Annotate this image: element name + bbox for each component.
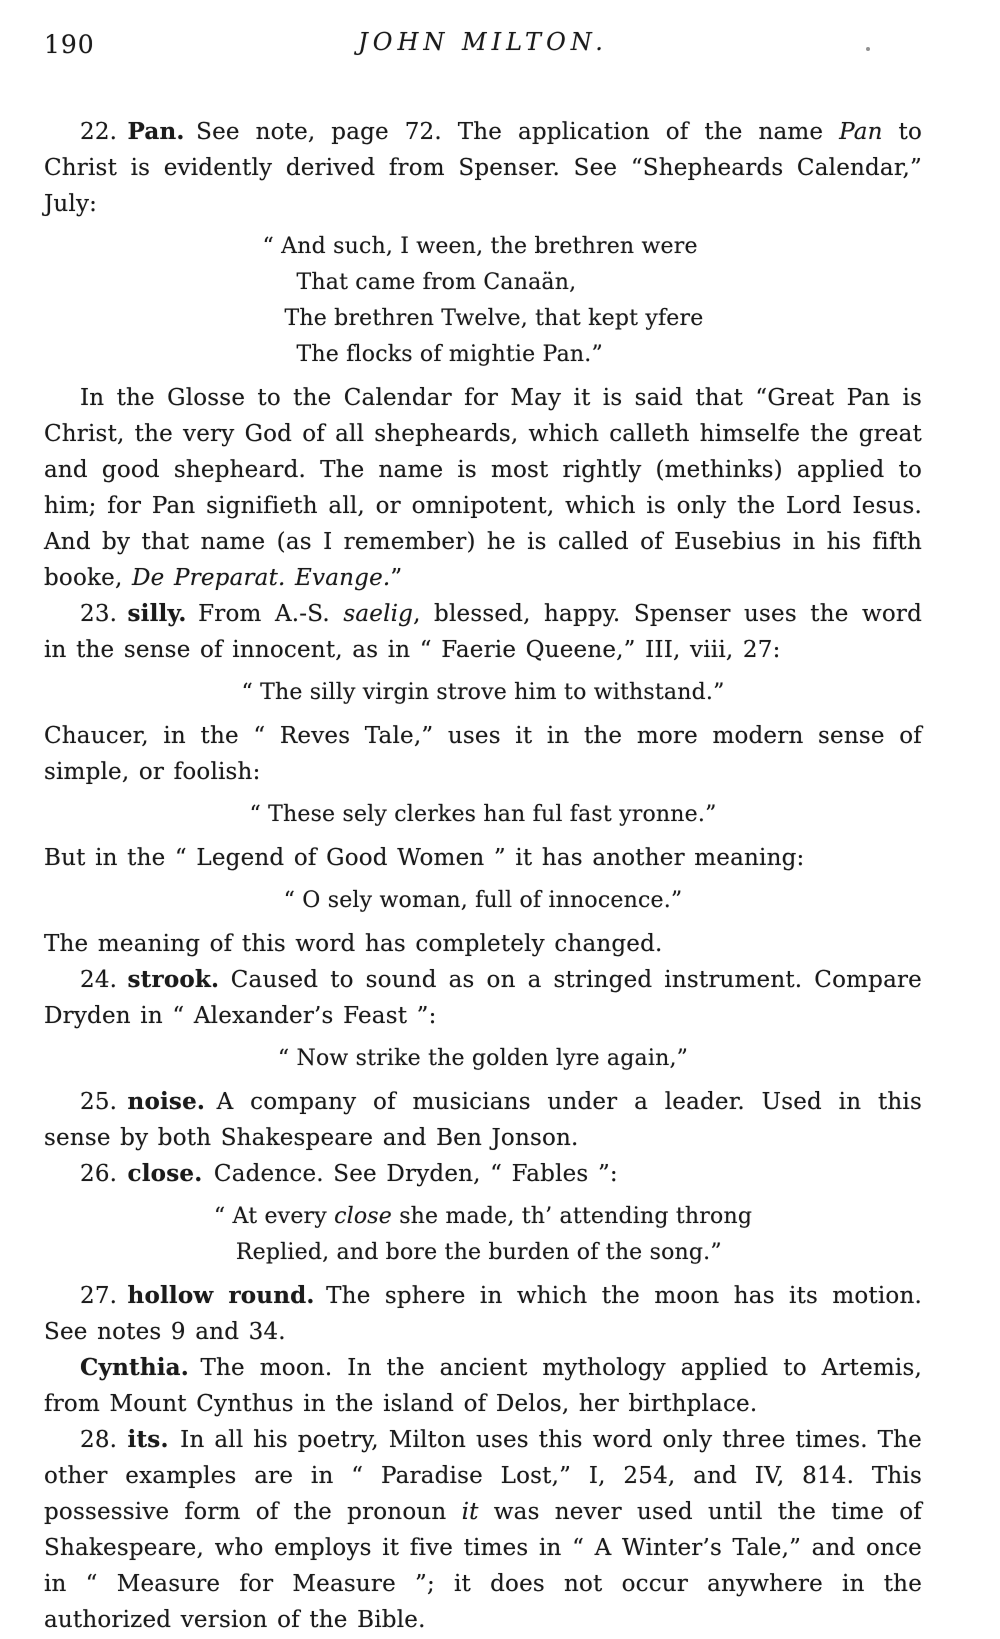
- note-number: 24.: [80, 967, 118, 993]
- para-glosse: [44, 380, 922, 596]
- verse-line: [263, 337, 704, 373]
- verse-shepheards-calendar: [263, 229, 704, 373]
- note-number: 22.: [80, 119, 118, 145]
- text-run: Caused to sound as on a stringed instrument. Compare Dryden in “ Alexander’s Feast ”:: [44, 967, 922, 1029]
- para-chaucer: [44, 718, 922, 790]
- text-run: she made, th’ attending throng: [392, 1204, 753, 1229]
- verse-line: [263, 229, 704, 265]
- scan-speck: [866, 47, 870, 51]
- note-term: noise.: [127, 1088, 206, 1115]
- text-run: Chaucer, in the “ Reves Tale,” uses it in the more modern sense of simple, or foolish:: [44, 723, 922, 785]
- text-run-italic: close: [334, 1204, 392, 1229]
- page-header: [44, 28, 922, 62]
- note-23: [44, 596, 922, 668]
- note-number: 25.: [80, 1089, 118, 1115]
- note-24: [44, 962, 922, 1034]
- text-run-italic: Pan: [839, 119, 883, 145]
- text-run: From A.-S.: [198, 601, 344, 627]
- note-25: [44, 1084, 922, 1156]
- text-run: See note, page 72. The application of the name: [196, 119, 840, 145]
- verse-line: [263, 301, 704, 337]
- text-run: Cadence. See Dryden, “ Fables ”:: [213, 1161, 618, 1187]
- text-run: But in the “ Legend of Good Women ” it has another meaning:: [44, 845, 805, 871]
- note-26: [44, 1156, 922, 1192]
- verse-alexanders-feast: [278, 1041, 688, 1077]
- verse-line: [241, 675, 724, 711]
- text-run: to Christ is evidently derived from Spenser. See “Shepheards Calendar,” July:: [44, 119, 922, 217]
- page-number: 190: [44, 30, 95, 59]
- note-22: [44, 114, 922, 222]
- note-term: its.: [127, 1426, 169, 1453]
- text-run-italic: saelig: [343, 601, 414, 627]
- text-run: , blessed, happy. Spenser uses the word in the sense of innocent, as in “ Faerie Queene,” III, viii, 27:: [44, 601, 923, 663]
- text-run-italic: De Preparat. Evange.: [132, 565, 391, 591]
- text-run: The meaning of this word has completely changed.: [44, 931, 663, 957]
- note-term: close.: [127, 1160, 203, 1187]
- text-run-italic: it: [461, 1499, 479, 1525]
- text-run: ”: [390, 565, 403, 591]
- text-run: Replied, and bore the burden of the song.”: [235, 1240, 722, 1265]
- verse-line: [214, 1235, 752, 1271]
- note-28: [44, 1422, 922, 1638]
- text-run: In all his poetry, Milton uses this word only three times. The other examples are in “ Paradise Lost,” I, 254, and IV, 814. This possessive form of the pronoun: [44, 1427, 922, 1525]
- verse-good-women: [284, 883, 683, 919]
- verse-line: [214, 1199, 752, 1235]
- text-run: “ Now strike the golden lyre again,”: [277, 1046, 689, 1071]
- text-run: That came from Canaän,: [296, 270, 577, 295]
- text-run: The flocks of mightie Pan.”: [296, 342, 603, 367]
- text-run: was never used until the time of Shakespeare, who employs it five times in “ A Winter’s Tale,” and once in “ Measure for Measure ”; it does not occur anywhere in the authorized version of the Bible.: [44, 1499, 922, 1633]
- text-run: “ The silly virgin strove him to withstand.”: [241, 680, 725, 705]
- text-run: The brethren Twelve, that kept yfere: [284, 306, 704, 331]
- note-number: 27.: [80, 1283, 118, 1309]
- para-legend: [44, 840, 922, 876]
- note-term: silly.: [127, 600, 187, 627]
- note-term: hollow round.: [127, 1282, 315, 1309]
- note-number: 26.: [80, 1161, 118, 1187]
- verse-faerie-queene: [241, 675, 724, 711]
- text-run: The sphere in which the moon has its motion. See notes 9 and 34.: [44, 1283, 922, 1345]
- text-run: “ At every: [213, 1204, 335, 1229]
- verse-fables: [214, 1199, 752, 1271]
- text-run: “ O sely woman, full of innocence.”: [283, 888, 683, 913]
- note-27: [44, 1278, 922, 1350]
- verse-reves-tale: [249, 797, 716, 833]
- note-term: Cynthia.: [80, 1354, 189, 1381]
- text-run: “ And such, I ween, the brethren were: [262, 234, 698, 259]
- note-term: Pan.: [127, 118, 185, 145]
- verse-line: [278, 1041, 688, 1077]
- para-meaning: [44, 926, 922, 962]
- note-number: 28.: [80, 1427, 118, 1453]
- text-run: A company of musicians under a leader. Used in this sense by both Shakespeare and Ben Jonson.: [44, 1089, 922, 1151]
- note-number: 23.: [80, 601, 118, 627]
- verse-line: [249, 797, 716, 833]
- text-run: The moon. In the ancient mythology applied to Artemis, from Mount Cynthus in the island of Delos, her birthplace.: [44, 1355, 922, 1417]
- verse-line: [263, 265, 704, 301]
- text-run: “ These sely clerkes han ful fast yronne.”: [249, 802, 717, 827]
- verse-line: [284, 883, 683, 919]
- note-term: strook.: [127, 966, 220, 993]
- running-title: JOHN MILTON.: [358, 28, 608, 56]
- text-run: In the Glosse to the Calendar for May it is said that “Great Pan is Christ, the very God of all shepheards, which calleth himselfe the great and good shepheard. The name is most rightly (methinks) applied to him; for Pan signifieth all, or omnipotent, which is only the Lord Iesus. And by that name (as I remember) he is called of Eusebius in his fifth booke,: [44, 385, 922, 591]
- para-cynthia: [44, 1350, 922, 1422]
